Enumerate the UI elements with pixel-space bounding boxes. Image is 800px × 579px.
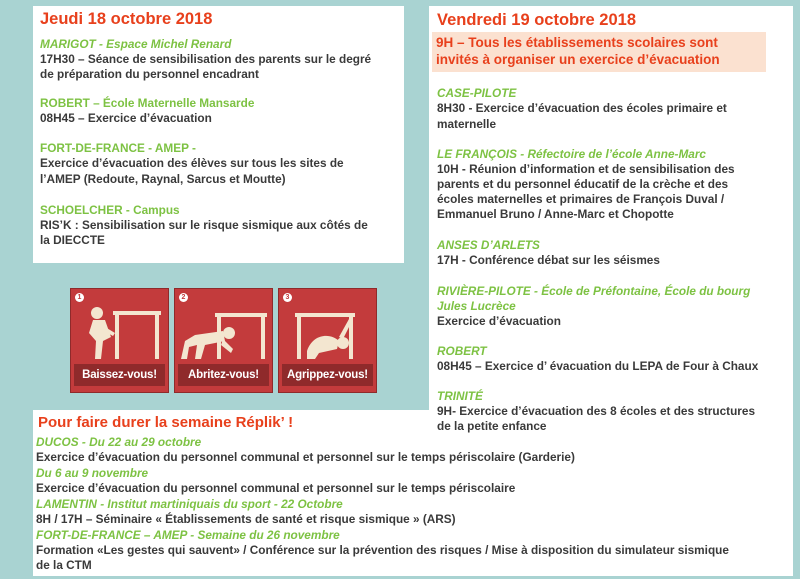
extended-event-line: Exercice d’évacuation du personnel communal et personnel sur le temps périscolaire (Garderie) xyxy=(36,450,575,464)
friday-event-line: 9H- Exercice d’évacuation des 8 écoles et des structures xyxy=(437,404,756,418)
thursday-event-line: Exercice d’évacuation des élèves sur tous les sites de xyxy=(40,156,344,170)
friday-event-line: écoles maternelles et primaires de François Duval / xyxy=(437,192,725,206)
extended-week-title: Pour faire durer la semaine Réplik’ ! xyxy=(38,414,294,431)
friday-event-line: Exercice d’évacuation xyxy=(437,314,561,328)
friday-event-line: 17H - Conférence débat sur les séismes xyxy=(437,253,660,267)
thursday-place-marigot: MARIGOT - Espace Michel Renard xyxy=(40,37,232,51)
extended-event-line: Formation «Les gestes qui sauvent» / Conférence sur la prévention des risques / Mise à disposition du simulateur sismique xyxy=(36,543,729,557)
pictogram-label: Agrippez-vous! xyxy=(282,364,373,386)
friday-highlight-line: invités à organiser un exercice d’évacuation xyxy=(436,52,720,67)
thursday-place-fort-de-france: FORT-DE-FRANCE - AMEP - xyxy=(40,141,196,155)
friday-event-line: 08H45 – Exercice d’ évacuation du LEPA de Four à Chaux xyxy=(437,359,759,373)
pictogram-hold-on xyxy=(278,288,377,393)
pictogram-number: 2 xyxy=(179,293,188,302)
thursday-place-schoelcher: SCHOELCHER - Campus xyxy=(40,203,180,217)
friday-highlight-line: 9H – Tous les établissements scolaires sont xyxy=(436,35,718,50)
crawling-person-icon xyxy=(175,289,274,369)
pictogram-label: Abritez-vous! xyxy=(178,364,269,386)
thursday-event-line: de préparation du personnel encadrant xyxy=(40,67,259,81)
thursday-event-line: la DIECCTE xyxy=(40,233,105,247)
friday-place-case-pilote: CASE-PILOTE xyxy=(437,86,517,100)
pictogram-drop xyxy=(70,288,169,393)
friday-event-line: Emmanuel Bruno / Anne-Marc et Chopotte xyxy=(437,207,674,221)
thursday-event-line: RIS’K : Sensibilisation sur le risque sismique aux côtés de xyxy=(40,218,368,232)
thursday-event-line: 08H45 – Exercice d’évacuation xyxy=(40,111,212,125)
friday-place-anses-darlets: ANSES D’ARLETS xyxy=(437,238,540,252)
friday-place-riviere-pilote: RIVIÈRE-PILOTE - École de Préfontaine, École du bourg xyxy=(437,284,751,298)
friday-place-robert: ROBERT xyxy=(437,344,487,358)
friday-event-line: 10H - Réunion d’information et de sensibilisation des xyxy=(437,162,735,176)
extended-event-line: de la CTM xyxy=(36,558,92,572)
friday-event-line: de la petite enfance xyxy=(437,419,547,433)
extended-place-date: Du 6 au 9 novembre xyxy=(36,466,149,480)
earthquake-safety-pictograms xyxy=(70,288,377,393)
extended-event-line: Exercice d’évacuation du personnel communal et personnel sur le temps périscolaire xyxy=(36,481,516,495)
friday-highlight-box xyxy=(432,32,766,72)
friday-place-trinite: TRINITÉ xyxy=(437,389,483,403)
thursday-place-robert: ROBERT – École Maternelle Mansarde xyxy=(40,96,255,110)
extended-event-line: 8H / 17H – Séminaire « Établissements de santé et risque sismique » (ARS) xyxy=(36,512,456,526)
thursday-event-line: l’AMEP (Redoute, Raynal, Sarcus et Moutte) xyxy=(40,172,286,186)
friday-event-line: 8H30 - Exercice d’évacuation des écoles primaire et xyxy=(437,101,727,115)
pictogram-number: 1 xyxy=(75,293,84,302)
friday-place-riviere-pilote-cont: Jules Lucrèce xyxy=(437,299,516,313)
extended-place-fort-de-france: FORT-DE-FRANCE – AMEP - Semaine du 26 novembre xyxy=(36,528,340,542)
friday-event-line: maternelle xyxy=(437,117,497,131)
pictogram-label: Baissez-vous! xyxy=(74,364,165,386)
pictogram-number: 3 xyxy=(283,293,292,302)
friday-title: Vendredi 19 octobre 2018 xyxy=(437,11,637,29)
thursday-event-line: 17H30 – Séance de sensibilisation des parents sur le degré xyxy=(40,52,372,66)
friday-event-line: parents et du personnel éducatif de la crèche et des xyxy=(437,177,729,191)
extended-place-ducos: DUCOS - Du 22 au 29 octobre xyxy=(36,435,202,449)
crouching-person-icon xyxy=(71,289,170,369)
extended-place-lamentin: LAMENTIN - Institut martiniquais du sport - 22 Octobre xyxy=(36,497,343,511)
holding-table-person-icon xyxy=(279,289,378,369)
thursday-title: Jeudi 18 octobre 2018 xyxy=(40,10,213,28)
pictogram-cover xyxy=(174,288,273,393)
friday-place-le-francois: LE FRANÇOIS - Réfectoire de l’école Anne-Marc xyxy=(437,147,706,161)
